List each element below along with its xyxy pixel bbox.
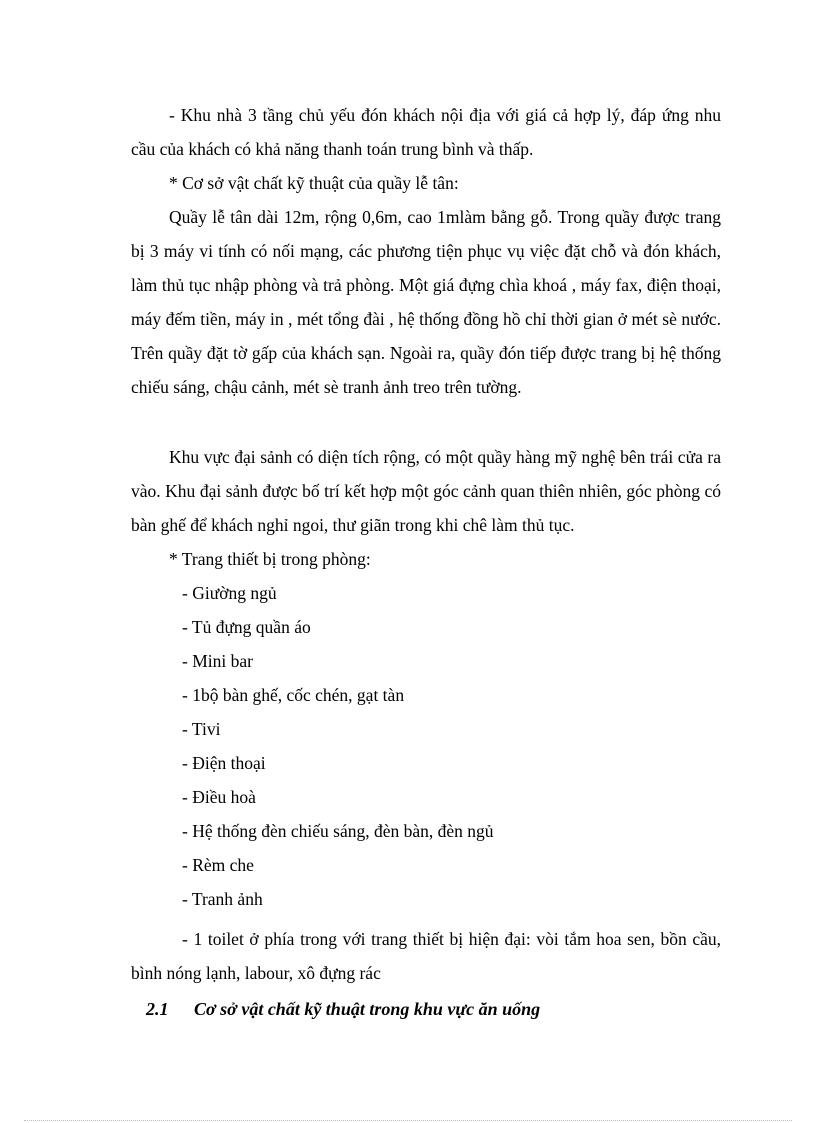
section-heading (146, 994, 540, 1024)
list-item: - Điều hoà (182, 787, 256, 807)
list-item: - Tủ đựng quần áo (182, 617, 311, 637)
paragraph-reception-heading: * Cơ sở vật chất kỹ thuật của quầy lễ tân: (169, 173, 459, 193)
list-item: - 1bộ bàn ghế, cốc chén, gạt tàn (182, 685, 405, 705)
paragraph-local-guests: - Khu nhà 3 tầng chủ yếu đón khách nội địa với giá cả hợp lý, đáp ứng nhu cầu của khách có khả năng thanh toán trung bình và thấp. (131, 105, 721, 159)
paragraph-reception-desk: Quầy lễ tân dài 12m, rộng 0,6m, cao 1mlàm bằng gỗ. Trong quầy được trang bị 3 máy vi tính có nối mạng, các phương tiện phục vụ việc đặt chỗ và đón khách, làm thủ tục nhập phòng và trả phòng. Một giá đựng chìa khoá , máy fax, điện thoại, máy đếm tiền, máy in , mét tổng đài , hệ thống đồng hồ chỉ thời gian ở mét sè nước. Trên quầy đặt tờ gấp của khách sạn. Ngoài ra, quầy đón tiếp được trang bị hệ thống chiếu sáng, chậu cảnh, mét sè tranh ảnh treo trên tường. (131, 207, 721, 397)
list-item: - Hệ thống đèn chiếu sáng, đèn bàn, đèn ngủ (182, 821, 494, 841)
list-item: - Điện thoại (182, 753, 266, 773)
section-title: Cơ sở vật chất kỹ thuật trong khu vực ăn uống (194, 999, 541, 1019)
paragraph-toilet: - 1 toilet ở phía trong với trang thiết bị hiện đại: vòi tắm hoa sen, bồn cầu, bình nóng lạnh, labour, xô đựng rác (131, 929, 721, 983)
list-item: - Giường ngủ (182, 583, 277, 603)
paragraph-lobby: Khu vực đại sảnh có diện tích rộng, có một quầy hàng mỹ nghệ bên trái cửa ra vào. Khu đại sảnh được bố trí kết hợp một góc cảnh quan thiên nhiên, góc phòng có bàn ghế để khách nghỉ ngoi, thư giãn trong khi chê làm thủ tục. (131, 447, 721, 535)
list-item: - Rèm che (182, 855, 254, 875)
section-number: 2.1 (146, 999, 169, 1019)
list-item: - Tivi (182, 719, 221, 739)
list-item: - Tranh ảnh (182, 889, 263, 909)
page-bottom-divider (24, 1120, 792, 1121)
paragraph-room-equipment-heading: * Trang thiết bị trong phòng: (169, 549, 371, 569)
list-item: - Mini bar (182, 651, 253, 671)
